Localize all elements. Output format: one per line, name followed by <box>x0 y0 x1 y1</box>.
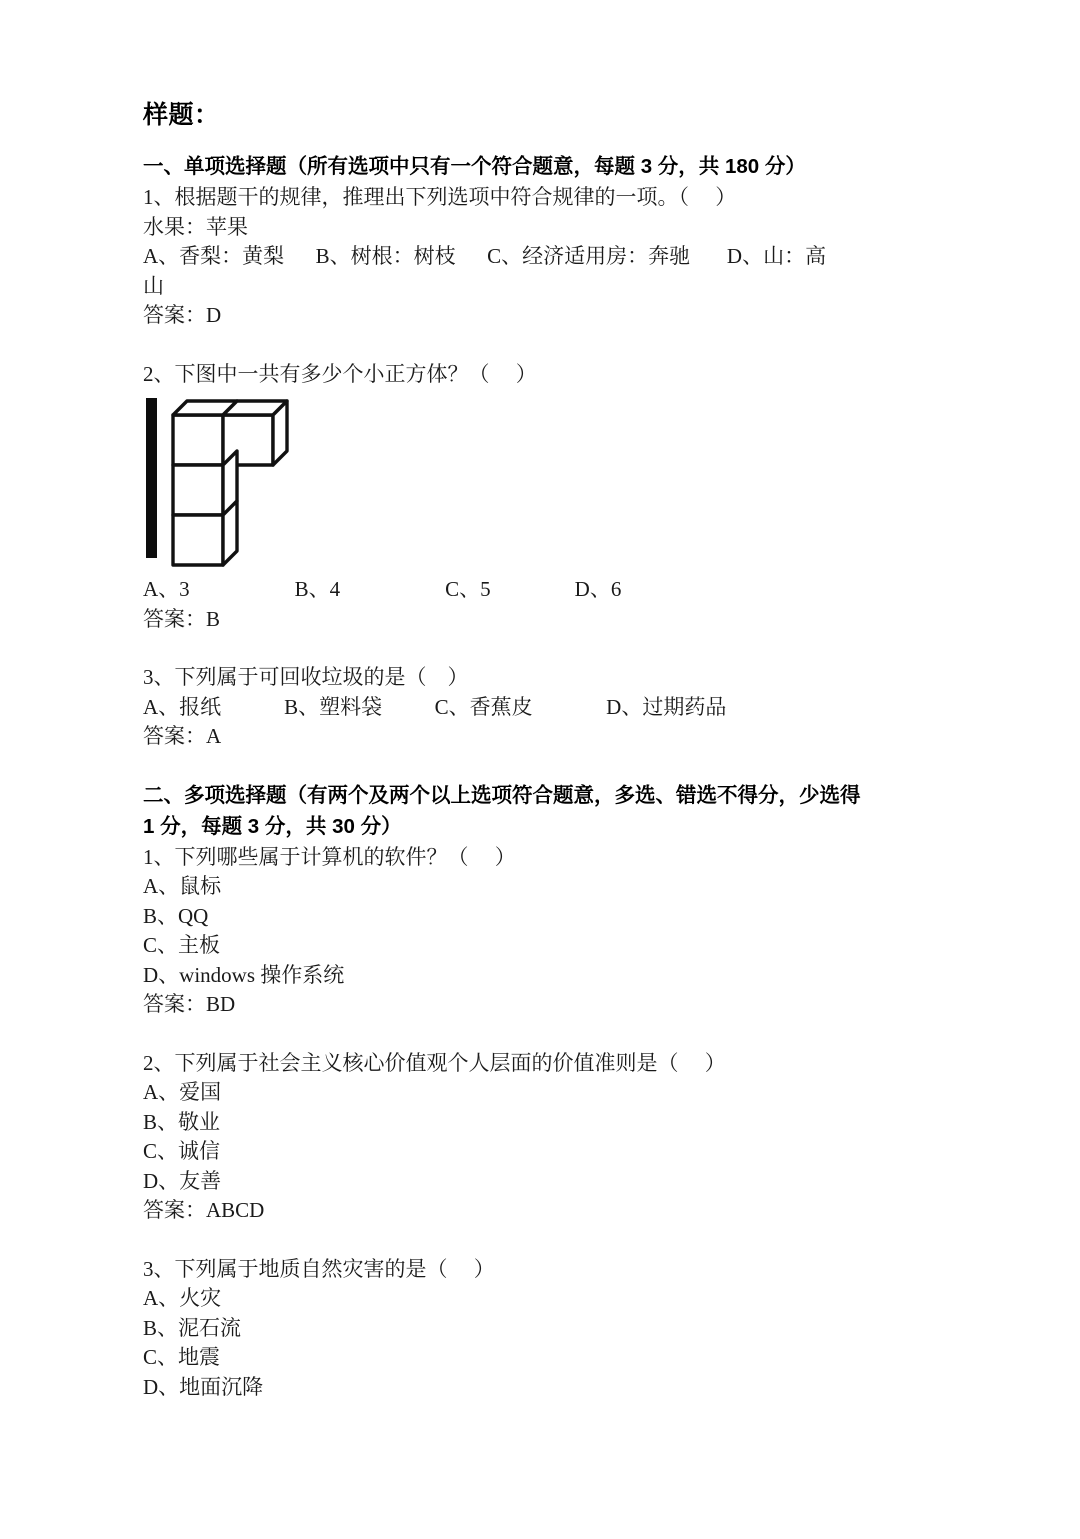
section-two-question-2-option-c: C、诚信 <box>143 1139 221 1163</box>
section-one-question-1-stem: 1、根据题干的规律，推理出下列选项中符合规律的一项。（ ） <box>143 185 737 209</box>
section-one-question-1-options: A、香梨：黄梨 B、树根：树枝 C、经济适用房：奔驰 D、山：高 <box>143 244 827 268</box>
cube-stack-figure <box>143 393 938 569</box>
section-two-question-1-option-c: C、主板 <box>143 933 221 957</box>
section-two-question-1-option-a: A、鼠标 <box>143 874 222 898</box>
section-two-question-1-answer: 答案：BD <box>143 992 236 1016</box>
section-two-question-3-stem: 3、下列属于地质自然灾害的是（ ） <box>143 1256 495 1281</box>
spacer <box>143 1020 938 1049</box>
section-two-question-2-option-d: D、友善 <box>143 1168 222 1193</box>
section-one-question-2-options: A、3 B、4 C、5 D、6 <box>143 577 622 601</box>
spacer <box>143 331 938 360</box>
page-title: 样题： <box>143 101 220 129</box>
section-one-question-1-options-wrap: 山 <box>143 273 164 298</box>
section-one-question-1-answer: 答案：D <box>143 303 222 327</box>
section-two-question-2-answer: 答案：ABCD <box>143 1198 265 1222</box>
spacer <box>143 752 938 781</box>
section-two-question-1-option-d: D、windows 操作系统 <box>143 962 345 987</box>
section-one-question-3-answer: 答案：A <box>143 724 222 748</box>
section-two-heading-line-1: 二、多项选择题（有两个及两个以上选项符合题意，多选、错选不得分，少选得 <box>143 783 861 807</box>
section-one-question-1-prompt: 水果：苹果 <box>143 214 248 239</box>
section-two-question-2-stem: 2、下列属于社会主义核心价值观个人层面的价值准则是（ ） <box>143 1050 726 1075</box>
spacer <box>143 1226 938 1255</box>
document-content <box>143 100 938 1402</box>
section-one-heading: 一、单项选择题（所有选项中只有一个符合题意，每题 3 分，共 180 分） <box>143 155 806 178</box>
section-two-question-2-option-a: A、爱国 <box>143 1080 222 1104</box>
vertical-black-bar <box>146 398 157 558</box>
section-two-question-3-option-a: A、火灾 <box>143 1286 222 1310</box>
section-two-question-2-option-b: B、敬业 <box>143 1109 221 1134</box>
section-two-question-3-option-d: D、地面沉降 <box>143 1374 264 1399</box>
section-two-question-3-option-c: C、地震 <box>143 1345 221 1369</box>
section-two-question-3-option-b: B、泥石流 <box>143 1315 242 1340</box>
spacer <box>143 634 938 663</box>
section-one-question-2-stem: 2、下图中一共有多少个小正方体？（ ） <box>143 361 537 386</box>
section-one-question-3-options: A、报纸 B、塑料袋 C、香蕉皮 D、过期药品 <box>143 694 727 719</box>
section-two-heading-line-2: 1 分，每题 3 分，共 30 分） <box>143 814 402 838</box>
section-one-question-3-stem: 3、下列属于可回收垃圾的是（ ） <box>143 665 469 689</box>
section-two-question-1-stem: 1、下列哪些属于计算机的软件？（ ） <box>143 844 516 869</box>
section-two-question-1-option-b: B、QQ <box>143 903 209 928</box>
cube-stack-drawing <box>173 401 287 565</box>
section-one-question-2-answer: 答案：B <box>143 606 221 631</box>
